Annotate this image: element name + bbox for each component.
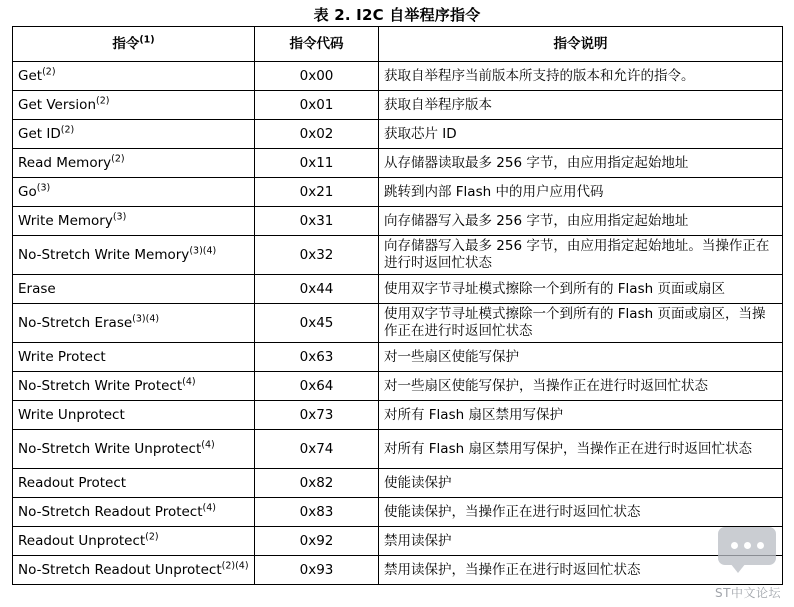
command-description: 对一些扇区使能写保护，当操作正在进行时返回忙状态: [379, 372, 783, 401]
command-name-cell: [13, 236, 255, 275]
command-name: Get Version: [18, 96, 96, 113]
command-description: 使能读保护，当操作正在进行时返回忙状态: [379, 498, 783, 527]
command-code: 0x83: [255, 498, 379, 527]
command-code: 0x32: [255, 236, 379, 275]
table-row: [13, 527, 783, 556]
command-description: 使用双字节寻址模式擦除一个到所有的 Flash 页面或扇区，当操作正在进行时返回忙状态: [379, 304, 783, 343]
command-name-cell: [13, 527, 255, 556]
table-row: [13, 556, 783, 585]
command-code: 0x64: [255, 372, 379, 401]
command-description: 使用双字节寻址模式擦除一个到所有的 Flash 页面或扇区: [379, 275, 783, 304]
command-name-cell: [13, 304, 255, 343]
command-description: 获取自举程序当前版本所支持的版本和允许的指令。: [379, 62, 783, 91]
command-name: No-Stretch Write Protect: [18, 377, 183, 394]
table-row: [13, 430, 783, 469]
command-name-cell: [13, 343, 255, 372]
command-name-cell: [13, 91, 255, 120]
watermark-text: ST中文论坛: [715, 586, 781, 600]
footnote-marker: (3): [36, 182, 51, 193]
footnote-marker: (3)(4): [132, 313, 160, 324]
command-name-cell: [13, 556, 255, 585]
header-command-footnote: (1): [139, 34, 155, 45]
command-name: Write Unprotect: [18, 406, 125, 423]
footnote-marker: (2)(4): [221, 560, 249, 571]
command-description: 获取芯片 ID: [379, 120, 783, 149]
command-name: Get ID: [18, 125, 61, 142]
command-code: 0x11: [255, 149, 379, 178]
command-description: 禁用读保护，当操作正在进行时返回忙状态: [379, 556, 783, 585]
table-row: [13, 498, 783, 527]
table-row: [13, 304, 783, 343]
command-name-cell: [13, 207, 255, 236]
command-description: 从存储器读取最多 256 字节，由应用指定起始地址: [379, 149, 783, 178]
footnote-marker: (3): [112, 211, 127, 222]
command-description: 对所有 Flash 扇区禁用写保护，当操作正在进行时返回忙状态: [379, 430, 783, 469]
footnote-marker: (4): [201, 439, 215, 450]
footnote-marker: (2): [60, 124, 75, 135]
table-row: [13, 372, 783, 401]
table-row: [13, 401, 783, 430]
command-code: 0x74: [255, 430, 379, 469]
command-code: 0x21: [255, 178, 379, 207]
header-code: 指令代码: [255, 27, 379, 62]
command-name-cell: [13, 469, 255, 498]
command-name-cell: [13, 178, 255, 207]
command-name-cell: [13, 149, 255, 178]
command-code: 0x82: [255, 469, 379, 498]
table-row: [13, 275, 783, 304]
command-description: 向存储器写入最多 256 字节，由应用指定起始地址: [379, 207, 783, 236]
command-name: No-Stretch Write Memory: [18, 246, 190, 263]
footnote-marker: (4): [182, 376, 196, 387]
table-row: [13, 236, 783, 275]
command-description: 跳转到内部 Flash 中的用户应用代码: [379, 178, 783, 207]
table-row: [13, 120, 783, 149]
command-code: 0x02: [255, 120, 379, 149]
command-code: 0x92: [255, 527, 379, 556]
table-row: [13, 469, 783, 498]
command-name: Write Memory: [18, 212, 113, 229]
command-name: Readout Unprotect: [18, 532, 146, 549]
command-code: 0x73: [255, 401, 379, 430]
command-name: No-Stretch Readout Protect: [18, 503, 203, 520]
table-caption: 表 2. I2C 自举程序指令: [313, 6, 481, 24]
footnote-marker: (2): [145, 531, 159, 542]
table-row: [13, 149, 783, 178]
command-name: Go: [18, 183, 37, 200]
command-description: 禁用读保护: [379, 527, 783, 556]
footnote-marker: (2): [42, 66, 56, 77]
command-name: Readout Protect: [18, 474, 127, 491]
command-name: Read Memory: [18, 154, 112, 171]
command-description: 使能读保护: [379, 469, 783, 498]
table-row: [13, 343, 783, 372]
command-name: Erase: [18, 280, 56, 297]
command-name: No-Stretch Erase: [18, 314, 133, 331]
i2c-command-table: [12, 26, 783, 585]
footnote-marker: (3)(4): [189, 245, 217, 256]
command-name-cell: [13, 401, 255, 430]
command-code: 0x93: [255, 556, 379, 585]
footnote-marker: (4): [202, 502, 216, 513]
header-description: 指令说明: [379, 27, 783, 62]
command-code: 0x31: [255, 207, 379, 236]
table-row: [13, 207, 783, 236]
forum-watermark: [708, 523, 788, 603]
table-row: [13, 178, 783, 207]
command-code: 0x00: [255, 62, 379, 91]
chat-bubble-icon: [718, 527, 776, 565]
command-name-cell: [13, 275, 255, 304]
command-description: 获取自举程序版本: [379, 91, 783, 120]
command-name-cell: [13, 430, 255, 469]
header-command: [13, 27, 255, 62]
command-name: Write Protect: [18, 348, 106, 365]
command-code: 0x01: [255, 91, 379, 120]
footnote-marker: (2): [111, 153, 125, 164]
command-description: 对所有 Flash 扇区禁用写保护: [379, 401, 783, 430]
command-description: 对一些扇区使能写保护: [379, 343, 783, 372]
command-name-cell: [13, 372, 255, 401]
command-name-cell: [13, 120, 255, 149]
footnote-marker: (2): [96, 95, 110, 106]
command-name-cell: [13, 498, 255, 527]
command-code: 0x45: [255, 304, 379, 343]
command-name: No-Stretch Write Unprotect: [18, 440, 202, 457]
command-name: No-Stretch Readout Unprotect: [18, 561, 222, 578]
command-description: 向存储器写入最多 256 字节，由应用指定起始地址。当操作正在进行时返回忙状态: [379, 236, 783, 275]
table-row: [13, 91, 783, 120]
table-row: [13, 62, 783, 91]
command-code: 0x63: [255, 343, 379, 372]
header-command-label: 指令: [112, 35, 140, 52]
command-name-cell: [13, 62, 255, 91]
command-name: Get: [18, 67, 43, 84]
table-header-row: [13, 27, 783, 62]
command-code: 0x44: [255, 275, 379, 304]
